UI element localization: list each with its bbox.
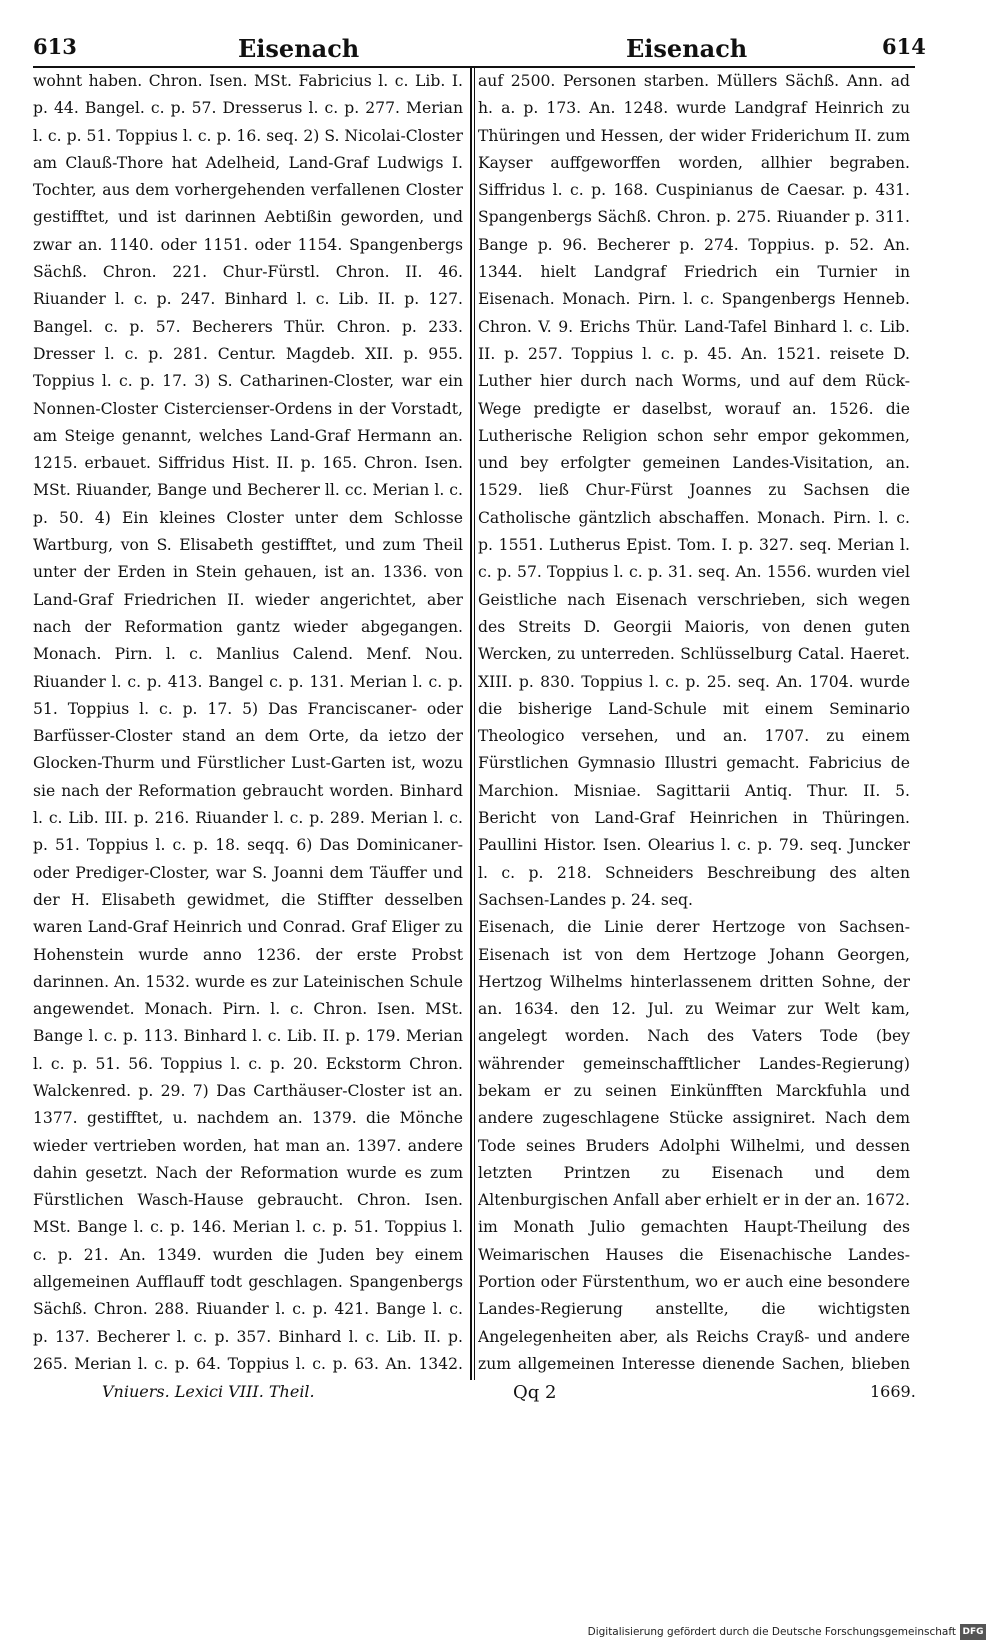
page-number-left: 613 xyxy=(33,34,77,59)
signature-line: Vniuers. Lexici VIII. Theil. xyxy=(102,1382,315,1401)
running-head-left: Eisenach xyxy=(238,34,360,63)
right-column xyxy=(478,68,910,1380)
signature-mark: Qq 2 xyxy=(513,1382,557,1403)
page-number-right: 614 xyxy=(882,34,926,59)
column-divider xyxy=(470,68,472,1380)
right-column-paragraph: auf 2500. Personen starben. Müllers Sächß. Ann. ad h. a. p. 173. An. 1248. wurde Landgraf Heinrich zu Thüringen und Hessen, der wider Friderichum II. zum Kayser auffgeworffen worden, allhier begraben. Siffridus l. c. p. 168. Cuspinianus de Caesar. p. 431. Spangenbergs Sächß. Chron. p. 275. Riuander p. 311. Bange p. 96. Becherer p. 274. Toppius. p. 52. An. 1344. hielt Landgraf Friedrich ein Turnier in Eisenach. Monach. Pirn. l. c. Spangenbergs Henneb. Chron. V. 9. Erichs Thür. Land-Tafel Binhard l. c. Lib. II. p. 257. Toppius l. c. p. 45. An. 1521. reisete D. Luther hier durch nach Worms, und auf dem Rück-Wege predigte er daselbst, worauf an. 1526. die Lutherische Religion schon sehr empor gekommen, und bey erfolgter gemeinen Landes-Visitation, an. 1529. ließ Chur-Fürst Joannes zu Sachsen die Catholische gäntzlich abschaffen. Monach. Pirn. l. c. p. 1551. Lutherus Epist. Tom. I. p. 327. seq. Merian l. c. p. 57. Toppius l. c. p. 31. seq. An. 1556. wurden viel Geistliche nach Eisenach verschrieben, sich wegen des Streits D. Georgii Maioris, von denen guten Wercken, zu unterreden. Schlüsselburg Catal. Haeret. XIII. p. 830. Toppius l. c. p. 25. seq. An. 1704. wurde die bisherige Land-Schule mit einem Seminario Theologico versehen, und an. 1707. zu einem Fürstlichen Gymnasio Illustri gemacht. Fabricius de Marchion. Misniae. Sagittarii Antiq. Thur. II. 5. Bericht von Land-Graf Heinrichen in Thüringen. Paullini Histor. Isen. Olearius l. c. p. 79. seq. Juncker l. c. p. 218. Schneiders Beschreibung des alten Sachsen-Landes p. 24. seq. xyxy=(478,72,910,909)
left-column-paragraph: wohnt haben. Chron. Isen. MSt. Fabricius l. c. Lib. I. p. 44. Bangel. c. p. 57. Dresserus l. c. p. 277. Merian l. c. p. 51. Toppius l. c. p. 16. seq. 2) S. Nicolai-Closter am Clauß-Thore hat Adelheid, Land-Graf Ludwigs I. Tochter, aus dem vorhergehenden verfallenen Closter gestifftet, und ist darinnen Aebtißin geworden, und zwar an. 1140. oder 1151. oder 1154. Spangenbergs Sächß. Chron. 221. Chur-Fürstl. Chron. II. 46. Riuander l. c. p. 247. Binhard l. c. Lib. II. p. 127. Bangel. c. p. 57. Becherers Thür. Chron. p. 233. Dresser l. c. p. 281. Centur. Magdeb. XII. p. 955. Toppius l. c. p. 17. 3) S. Catharinen-Closter, war ein Nonnen-Closter Cistercienser-Ordens in der Vorstadt, am Steige genannt, welches Land-Graf Hermann an. 1215. erbauet. Siffridus Hist. II. p. 165. Chron. Isen. MSt. Riuander, Bange und Becherer ll. cc. Merian l. c. p. 50. 4) Ein kleines Closter unter dem Schlosse Wartburg, von S. Elisabeth gestifftet, und zum Theil unter der Erden in Stein gehauen, ist an. 1336. von Land-Graf Friedrichen II. wieder angerichtet, aber nach der Reformation gantz wieder abgegangen. Monach. Pirn. l. c. Manlius Calend. Menf. Nou. Riuander l. c. p. 413. Bangel c. p. 131. Merian l. c. p. 51. Toppius l. c. p. 17. 5) Das Franciscaner- oder Barfüsser-Closter stand an dem Orte, da ietzo der Glocken-Thurm und Fürstlicher Lust-Garten ist, wozu sie nach der Reformation gebraucht worden. Binhard l. c. Lib. III. p. 216. Riuander l. c. p. 289. Merian l. c. p. 51. Toppius l. c. p. 18. seqq. 6) Das Dominicaner- oder Prediger-Closter, war S. Joanni dem Täuffer und der H. Elisabeth gewidmet, die Stiffter desselben waren Land-Graf Heinrich und Conrad. Graf Eliger zu Hohenstein wurde anno 1236. der erste Probst darinnen. An. 1532. wurde es zur Lateinischen Schule angewendet. Monach. Pirn. l. c. Chron. Isen. MSt. Bange l. c. p. 113. Binhard l. c. Lib. II. p. 179. Merian l. c. p. 51. 56. Toppius l. c. p. 20. Eckstorm Chron. Walckenred. p. 29. 7) Das Carthäuser-Closter ist an. 1377. gestifftet, u. nachdem an. 1379. die Mönche wieder vertrieben worden, hat man an. 1397. andere dahin gesetzt. Nach der Reformation wurde es zum Fürstlichen Wasch-Hause gebraucht. Chron. Isen. MSt. Bange l. c. p. 146. Merian l. c. p. 51. Toppius l. c. p. 21. An. 1349. wurden die Juden bey einem allgemeinen Aufflauff todt geschlagen. Spangenbergs Sächß. Chron. 288. Riuander l. c. p. 421. Bange l. c. p. 137. Becherer l. c. p. 357. Binhard l. c. Lib. II. p. 265. Merian l. c. p. 64. Toppius l. c. p. 63. An. 1342. xyxy=(33,72,463,1373)
right-column-paragraph: Eisenach, die Linie derer Hertzoge von Sachsen-Eisenach ist von dem Hertzoge Johann Georgen, Hertzog Wilhelms hinterlassenem dritten Sohne, der an. 1634. den 12. Jul. zu Weimar zur Welt kam, angelegt worden. Nach des Vaters Tode (bey währender gemeinschafftlicher Landes-Regierung) bekam er zu seinen Einkünfften Marckfuhla und andere zugeschlagene Stücke assigniret. Nach dem Tode seines Bruders Adolphi Wilhelmi, und dessen letzten Printzen zu Eisenach und dem Altenburgischen Anfall aber erhielt er in der an. 1672. im Monath Julio gemachten Haupt-Theilung des Weimarischen Hauses die Eisenachische Landes-Portion oder Fürstenthum, wo er auch eine besondere Landes-Regierung anstellte, die wichtigsten Angelegenheiten aber, als Reichs Crayß- und andere zum allgemeinen Interesse dienende Sachen, blieben xyxy=(478,918,910,1373)
left-column xyxy=(33,68,463,1380)
catchword: 1669. xyxy=(870,1382,916,1401)
digitization-credit: Digitalisierung gefördert durch die Deutsche Forschungsgemeinschaft xyxy=(587,1626,956,1638)
column-divider-inner xyxy=(474,68,475,1380)
running-head-right: Eisenach xyxy=(626,34,748,63)
dfg-logo: DFG xyxy=(960,1624,986,1640)
